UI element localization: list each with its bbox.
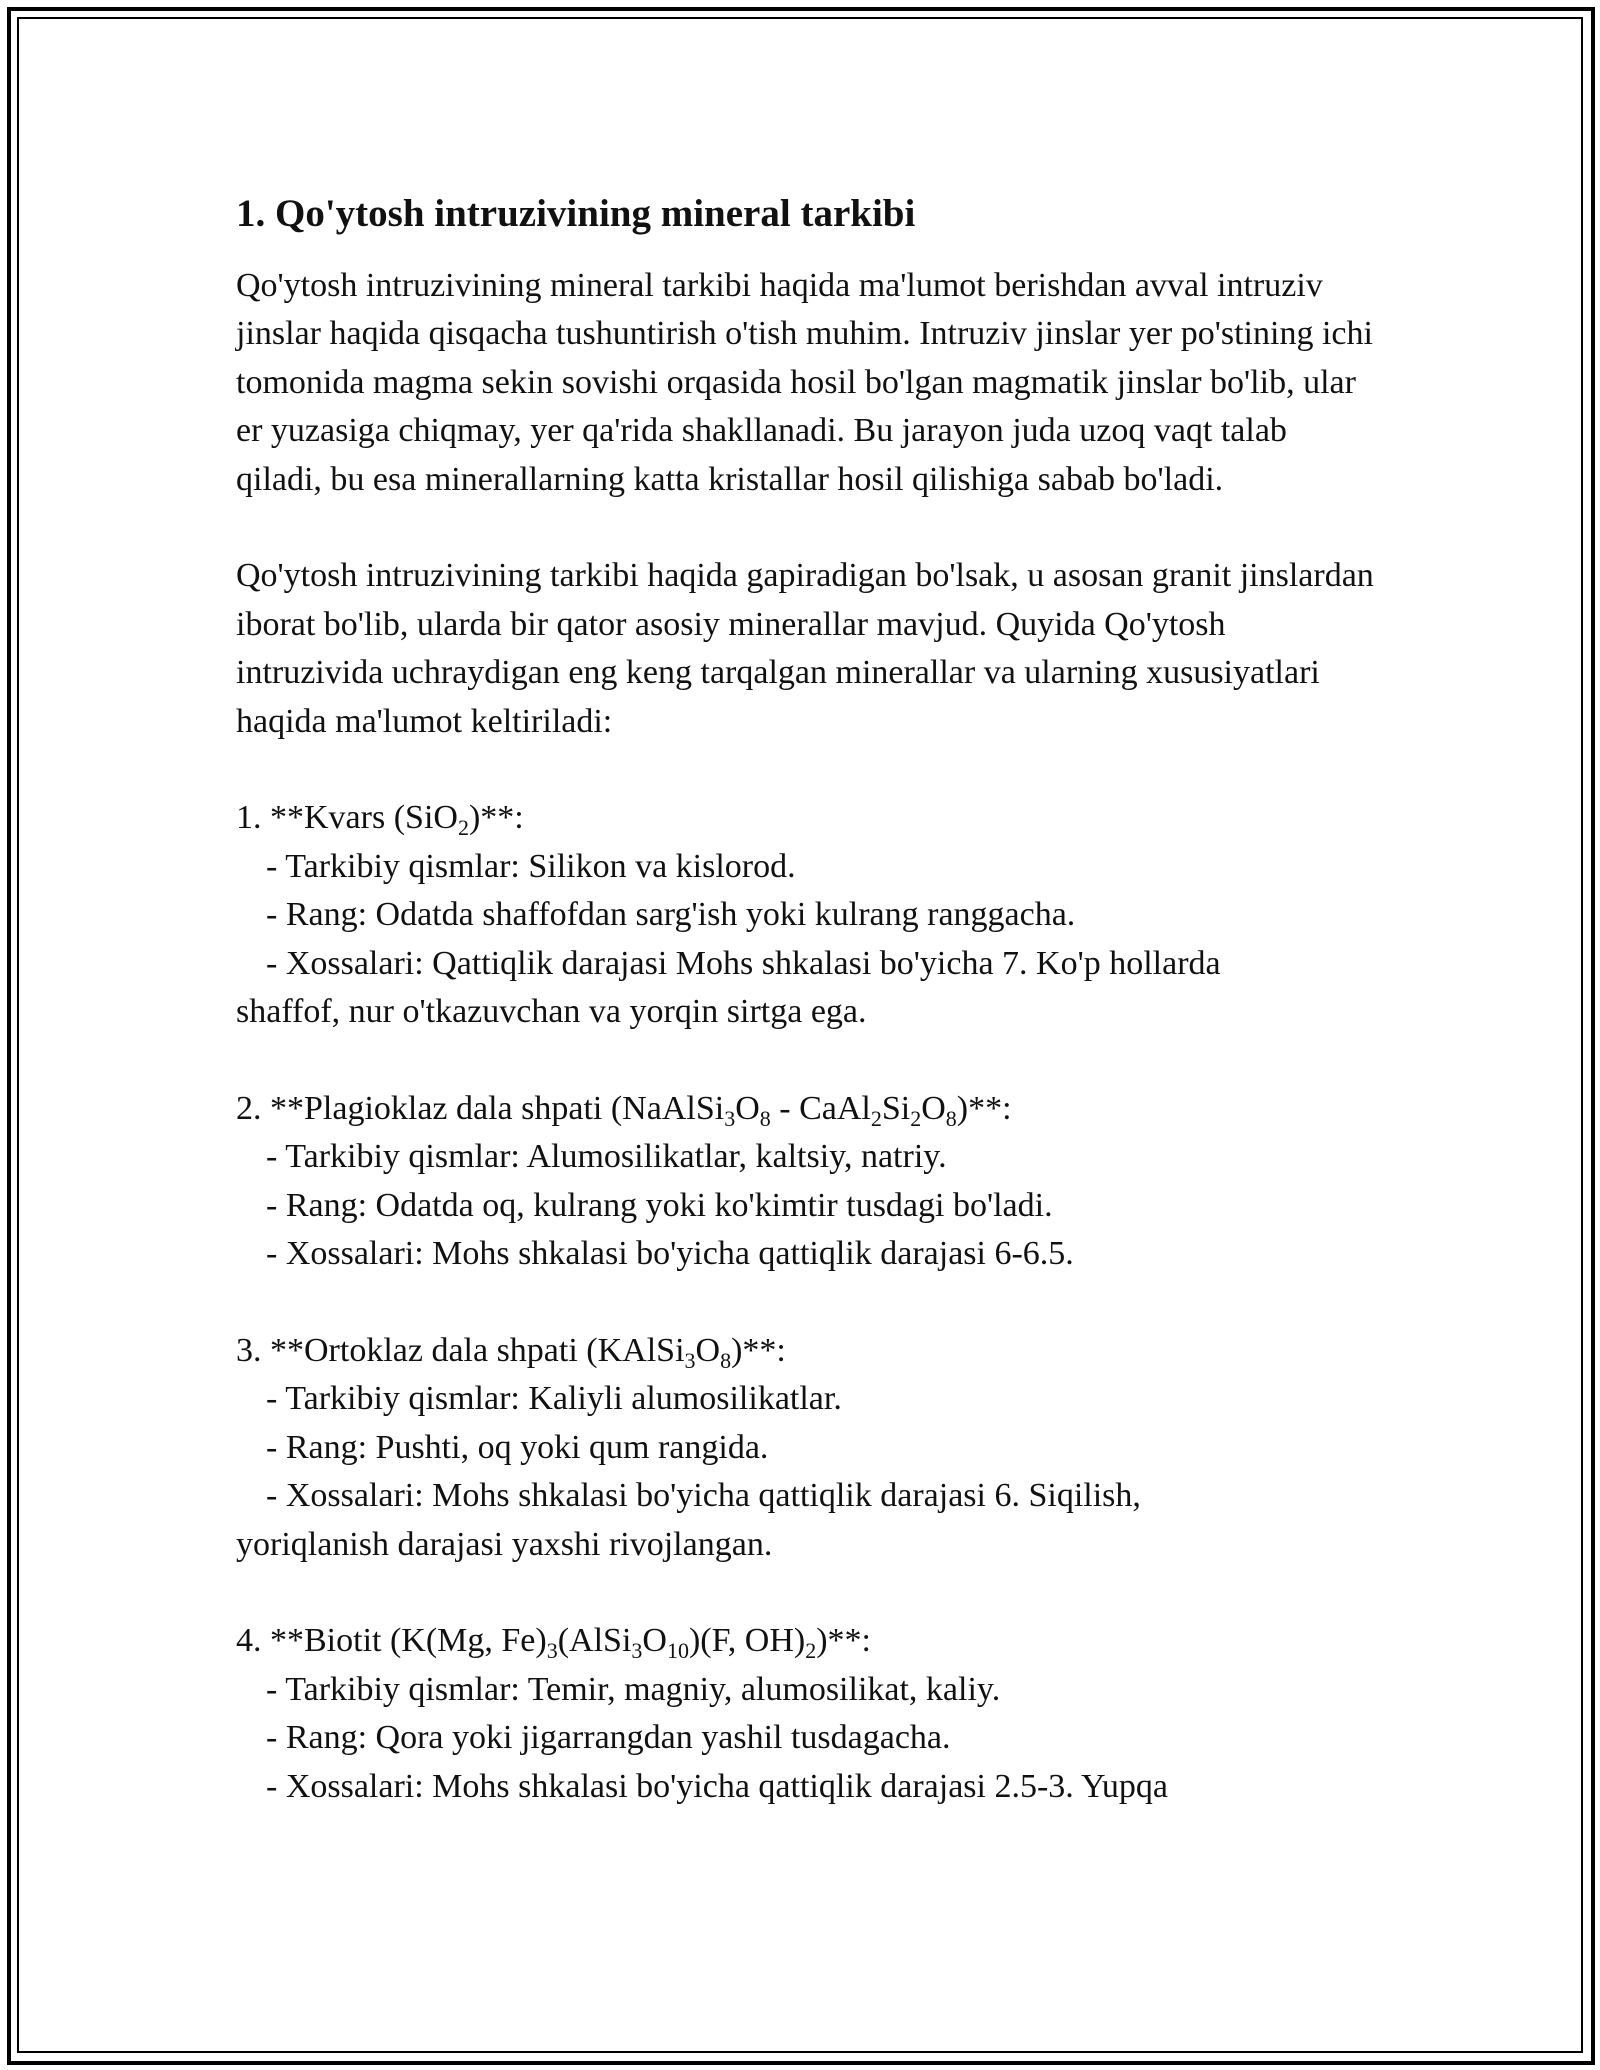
mineral-title: 3. **Ortoklaz dala shpati $(KAlSi_3O_8)**$: (236, 1331, 786, 1373)
mineral-title: 1. **Kvars (SiO$_2$)**: (236, 799, 524, 841)
paragraph-gap (236, 1036, 1376, 1084)
paragraph-gap (236, 1569, 1376, 1617)
mineral-properties: - Xossalari: Mohs shkalasi bo'yicha qattiqlik darajasi 2.5-3. Yupqa (266, 1767, 1168, 1805)
mineral-color: - Rang: Pushti, oq yoki qum rangida. (266, 1428, 769, 1466)
mineral-properties: - Xossalari: Mohs shkalasi bo'yicha qattiqlik darajasi 6. Siqilish, (266, 1477, 1141, 1515)
intro-paragraph-1: Qo'ytosh intruzivining mineral tarkibi haqida ma'lumot berishdan avval intruziv jinslar haqida qisqacha tushuntirish o'tish muhim. Intruziv jinslar yer po'stining ichi tomonida magma sekin sovishi orqasida hosil bo'lgan magmatik jinslar bo'lib, ular er yuzasiga chiqmay, yer qa'rida shakllanadi. Bu jarayon juda uzoq vaqt talab qiladi, bu esa minerallarning katta kristallar hosil qilishiga sabab bo'ladi. (236, 267, 1373, 498)
intro-paragraph-2: Qo'ytosh intruzivining tarkibi haqida gapiradigan bo'lsak, u asosan granit jinslardan iborat bo'lib, ularda bir qator asosiy minerallar mavjud. Quyida Qo'ytosh intruzivida uchraydigan eng keng tarqalgan minerallar va ularning xususiyatlari haqida ma'lumot keltiriladi: (236, 557, 1374, 740)
paragraph-gap (236, 746, 1376, 794)
mineral-item-plagioklaz (236, 1085, 1376, 1279)
mineral-color: - Rang: Odatda shaffofdan sarg'ish yoki kulrang ranggacha. (266, 896, 1076, 934)
mineral-properties: - Xossalari: Mohs shkalasi bo'yicha qattiqlik darajasi 6-6.5. (266, 1235, 1074, 1273)
mineral-item-kvars (236, 794, 1376, 1036)
mineral-components: - Tarkibiy qismlar: Temir, magniy, alumosilikat, kaliy. (266, 1670, 1001, 1708)
document-body (236, 188, 1376, 1811)
section-heading: 1. Qo'ytosh intruzivining mineral tarkibi (236, 192, 916, 235)
mineral-properties-continued: shaffof, nur o'tkazuvchan va yorqin sirtga ega. (236, 993, 867, 1031)
mineral-properties-continued: yoriqlanish darajasi yaxshi rivojlangan. (236, 1525, 773, 1563)
mineral-title: 2. **Plagioklaz dala shpati ($NaAlSi_3O_8$ - $CaAl_2Si_2O_8)**$: (236, 1089, 1012, 1131)
mineral-color: - Rang: Qora yoki jigarrangdan yashil tusdagacha. (266, 1719, 951, 1757)
mineral-properties: - Xossalari: Qattiqlik darajasi Mohs shkalasi bo'yicha 7. Ko'p hollarda (266, 944, 1221, 982)
mineral-components: - Tarkibiy qismlar: Alumosilikatlar, kaltsiy, natriy. (266, 1138, 947, 1176)
mineral-components: - Tarkibiy qismlar: Silikon va kislorod. (266, 847, 796, 885)
mineral-title: 4. **Biotit (K(Mg, $Fe)_3(AlSi_3O_{10})(F$, $OH)_2)**$: (236, 1622, 872, 1664)
paragraph-gap (236, 1278, 1376, 1326)
paragraph-gap (236, 504, 1376, 552)
mineral-item-biotit (236, 1617, 1376, 1811)
mineral-item-ortoklaz (236, 1327, 1376, 1569)
mineral-components: - Tarkibiy qismlar: Kaliyli alumosilikatlar. (266, 1380, 842, 1418)
mineral-color: - Rang: Odatda oq, kulrang yoki ko'kimtir tusdagi bo'ladi. (266, 1186, 1053, 1224)
